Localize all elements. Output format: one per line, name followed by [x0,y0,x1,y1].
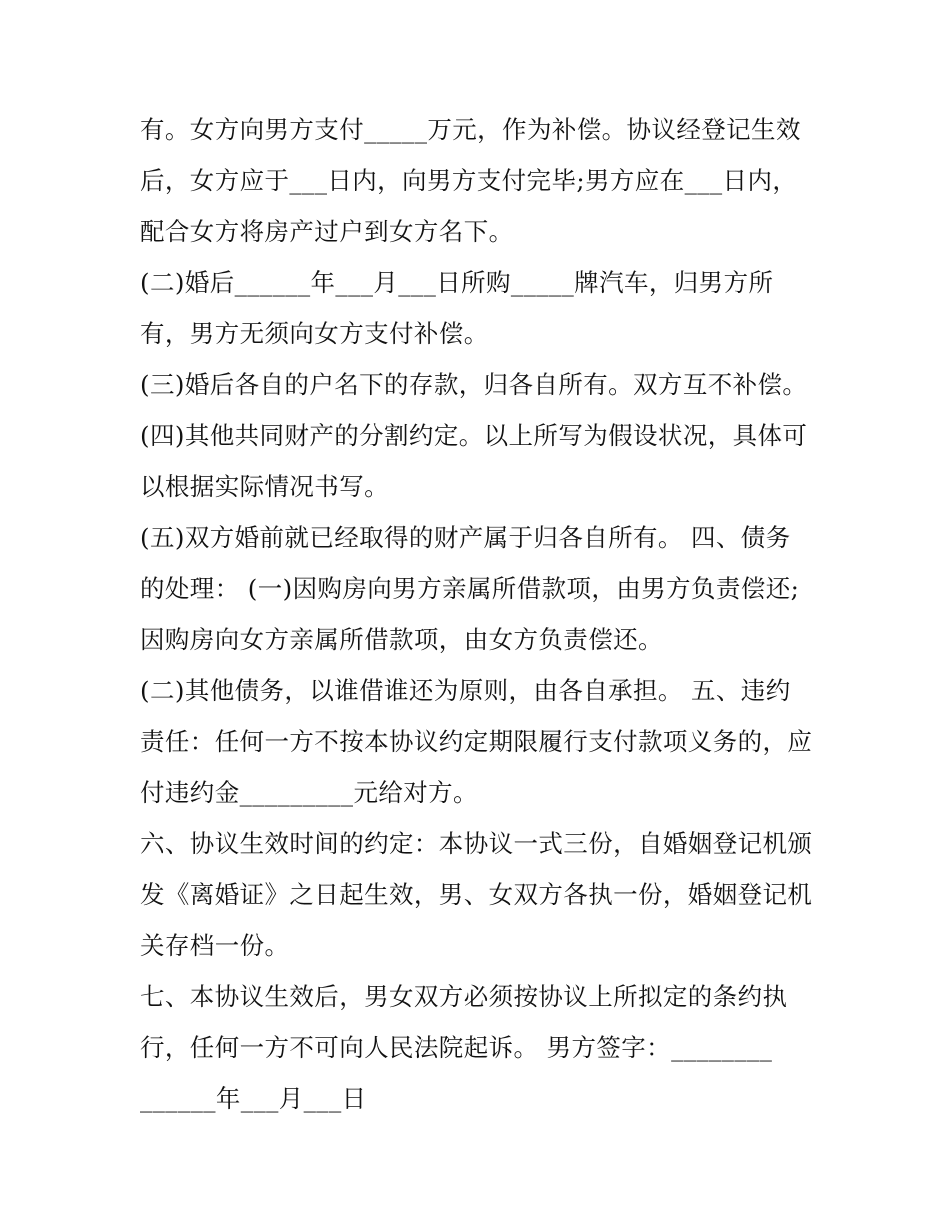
document-line: 有，男方无须向女方支付补偿。 [140,319,489,348]
document-line: ______年___月___日 [140,1084,367,1113]
document-line: 责任：任何一方不按本协议约定期限履行支付款项义务的，应 [140,727,813,756]
document-line: (二)其他债务，以谁借谁还为原则，由各自承担。 五、违约 [140,676,791,705]
document-line: 配合女方将房产过户到女方名下。 [140,217,514,246]
document-line: 的处理： (一)因购房向男方亲属所借款项，由男方负责偿还; [140,574,800,603]
document-line: 行，任何一方不可向人民法院起诉。 男方签字：________ [140,1033,773,1062]
document-line: 七、本协议生效后，男女双方必须按协议上所拟定的条约执 [140,982,788,1011]
document-line: (五)双方婚前就已经取得的财产属于归各自所有。 四、债务 [140,523,791,552]
document-line: 有。女方向男方支付_____万元，作为补偿。协议经登记生效 [140,115,801,144]
document-line: (三)婚后各自的户名下的存款，归各自所有。双方互不补偿。 [140,370,808,399]
document-line: 关存档一份。 [140,931,290,960]
document-line: (二)婚后______年___月___日所购_____牌汽车，归男方所 [140,268,774,297]
document-line: 因购房向女方亲属所借款项，由女方负责偿还。 [140,625,663,654]
document-line: 付违约金_________元给对方。 [140,778,478,807]
document-line: 以根据实际情况书写。 [140,472,389,501]
document-line: 六、协议生效时间的约定：本协议一式三份，自婚姻登记机颁 [140,829,813,858]
document-body [140,104,830,1124]
document-line: (四)其他共同财产的分割约定。以上所写为假设状况，具体可 [140,421,808,450]
document-line: 发《离婚证》之日起生效，男、女双方各执一份，婚姻登记机 [140,880,813,909]
document-line: 后，女方应于___日内，向男方支付完毕;男方应在___日内， [140,166,798,195]
